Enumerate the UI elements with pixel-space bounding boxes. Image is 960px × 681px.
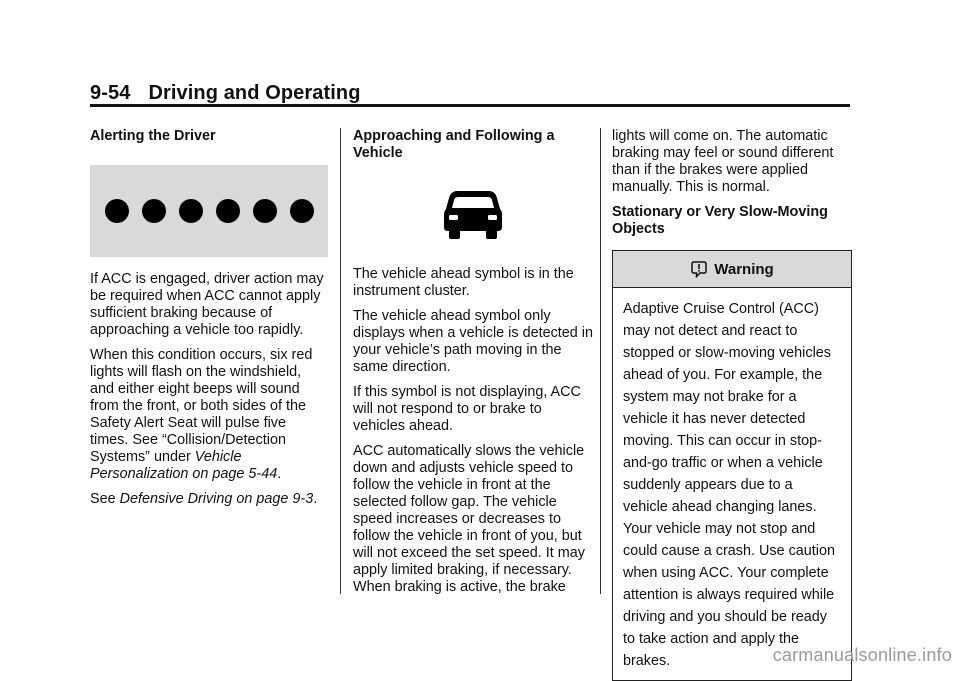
vehicle-ahead-figure	[353, 170, 593, 256]
subheading-stationary-objects: Stationary or Very Slow-Moving Objects	[612, 204, 828, 237]
warning-text: Adaptive Cruise Control (ACC) may not detect and react to stopped or slow-moving vehicles ahead of you. For example, the system may not brake for a vehicle it has never detected moving. This can occur in stop-and-go traffic or when a vehicle suddenly appears due to a vehicle ahead changing lanes. Your vehicle may not stop and could cause a crash. Use caution when using ACC. Your complete attention is always required while driving and you should be ready to take action and apply the brakes.	[623, 301, 835, 669]
page-header	[90, 82, 361, 105]
watermark: carmanualsonline.info	[772, 645, 952, 665]
paragraph: The vehicle ahead symbol only displays when a vehicle is detected in your vehicle’s path moving in the same direction.	[353, 308, 593, 375]
paragraph: If this symbol is not displaying, ACC will not respond to or brake to vehicles ahead.	[353, 384, 581, 434]
column-1	[90, 128, 328, 516]
paragraph: ACC automatically slows the vehicle down and adjusts vehicle speed to follow the vehicle in front at the selected follow gap. The vehicle speed increases or decreases to follow the vehicle in front of you, but will not exceed the set speed. It may apply limited braking, if necessary. When braking is active, the brake	[353, 443, 585, 595]
red-light-dot-icon	[105, 199, 129, 223]
section-title: Driving and Operating	[148, 82, 361, 104]
red-light-dot-icon	[290, 199, 314, 223]
warning-title: Warning	[714, 260, 774, 278]
column-2	[353, 128, 593, 604]
cross-reference-link[interactable]: Defensive Driving on page 9-3	[119, 491, 314, 507]
paragraph-text: See	[90, 491, 120, 507]
paragraph: If ACC is engaged, driver action may be required when ACC cannot apply sufficient braking because of approaching a vehicle too rapidly.	[90, 271, 324, 338]
paragraph: lights will come on. The automatic braking may feel or sound different than if the brakes were applied manually. This is normal.	[612, 128, 834, 195]
column-3	[612, 128, 852, 681]
subheading-approaching-vehicle: Approaching and Following a Vehicle	[353, 128, 555, 161]
paragraph	[90, 491, 328, 508]
paragraph-end: .	[277, 466, 282, 482]
warning-icon	[690, 260, 708, 278]
paragraph: The vehicle ahead symbol is in the instrument cluster.	[353, 266, 574, 299]
red-light-dot-icon	[216, 199, 240, 223]
paragraph	[90, 347, 328, 483]
red-light-dot-icon	[253, 199, 277, 223]
column-divider-1	[340, 128, 341, 594]
paragraph-text: When this condition occurs, six red lights will flash on the windshield, and either eight beeps will sound from the front, or both sides of the Safety Alert Seat will pulse five times. See “Collision/Detection Systems” under	[90, 347, 313, 465]
subheading-alerting-driver: Alerting the Driver	[90, 128, 216, 144]
warning-header	[613, 251, 851, 288]
cross-reference-link[interactable]: Vehicle Personalization on page 5-44	[90, 449, 278, 482]
header-rule	[90, 104, 850, 107]
alert-lights-figure	[90, 165, 328, 257]
warning-box	[612, 250, 852, 681]
paragraph-end: .	[313, 491, 318, 507]
page-number: 9-54	[90, 82, 131, 104]
column-divider-2	[600, 128, 601, 594]
red-light-dot-icon	[179, 199, 203, 223]
red-light-dot-icon	[142, 199, 166, 223]
vehicle-ahead-icon	[444, 187, 502, 239]
